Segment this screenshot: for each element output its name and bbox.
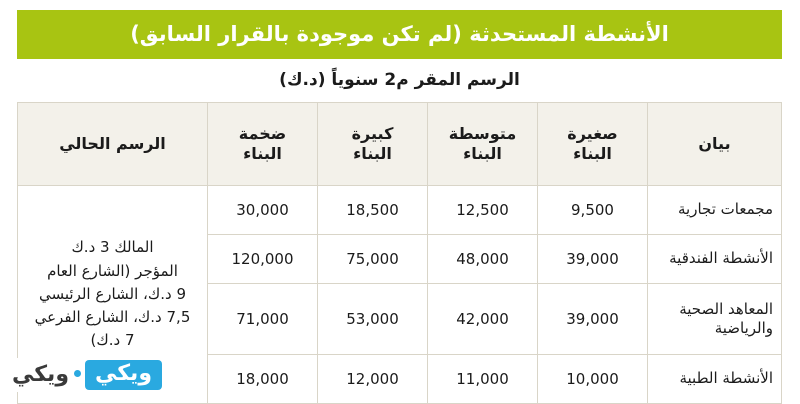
current-fee-line4: 7,5 د.ك، الشارع الفرعي	[34, 308, 191, 327]
header-huge-line1: ضخمة	[238, 124, 287, 143]
header-large-line1: كبيرة	[351, 124, 394, 143]
header-medium-line2: البناء	[463, 144, 502, 163]
row-medium: 12,500	[428, 186, 538, 235]
header-large-building	[318, 103, 428, 186]
row-label: الأنشطة الطبية	[648, 355, 782, 404]
header-medium-building	[428, 103, 538, 186]
row-large: 12,000	[318, 355, 428, 404]
row-huge: 120,000	[208, 235, 318, 284]
watermark-word: ويكي	[12, 362, 69, 387]
row-label: مجمعات تجارية	[648, 186, 782, 235]
row-huge: 30,000	[208, 186, 318, 235]
row-small: 10,000	[538, 355, 648, 404]
watermark-dot-icon	[74, 370, 81, 377]
watermark-badge: ويكي	[85, 360, 162, 390]
row-small: 9,500	[538, 186, 648, 235]
fees-table	[17, 10, 782, 404]
table-header-row	[17, 103, 781, 186]
header-small-line1: صغيرة	[567, 124, 618, 143]
row-medium: 48,000	[428, 235, 538, 284]
header-label: بيان	[648, 103, 782, 186]
fees-table-container	[18, 10, 782, 404]
row-large: 75,000	[318, 235, 428, 284]
table-title-row	[17, 10, 781, 59]
row-medium: 42,000	[428, 284, 538, 355]
row-large: 53,000	[318, 284, 428, 355]
row-large: 18,500	[318, 186, 428, 235]
row-medium: 11,000	[428, 355, 538, 404]
header-huge-line2: البناء	[243, 144, 282, 163]
header-huge-building	[208, 103, 318, 186]
header-medium-line1: متوسطة	[448, 124, 517, 143]
header-current-fee: الرسم الحالي	[17, 103, 207, 186]
row-label: المعاهد الصحية والرياضية	[648, 284, 782, 355]
row-small: 39,000	[538, 284, 648, 355]
page-title: الأنشطة المستحدثة (لم تكن موجودة بالقرار السابق)	[17, 10, 781, 59]
table-subtitle-row	[17, 59, 781, 103]
table-row	[17, 186, 781, 235]
row-small: 39,000	[538, 235, 648, 284]
current-fee-line2: المؤجر (الشارع العام	[47, 261, 178, 280]
watermark-logo	[8, 358, 166, 392]
header-small-line2: البناء	[573, 144, 612, 163]
current-fee-line5: 7 د.ك)	[90, 331, 135, 350]
header-small-building	[538, 103, 648, 186]
row-huge: 18,000	[208, 355, 318, 404]
current-fee-line1: المالك 3 د.ك	[71, 238, 154, 257]
current-fee-line3: 9 د.ك، الشارع الرئيسي	[38, 284, 186, 303]
table-subtitle: الرسم المقر م2 سنوياً (د.ك)	[17, 59, 781, 103]
row-label: الأنشطة الفندقية	[648, 235, 782, 284]
header-large-line2: البناء	[353, 144, 392, 163]
row-huge: 71,000	[208, 284, 318, 355]
